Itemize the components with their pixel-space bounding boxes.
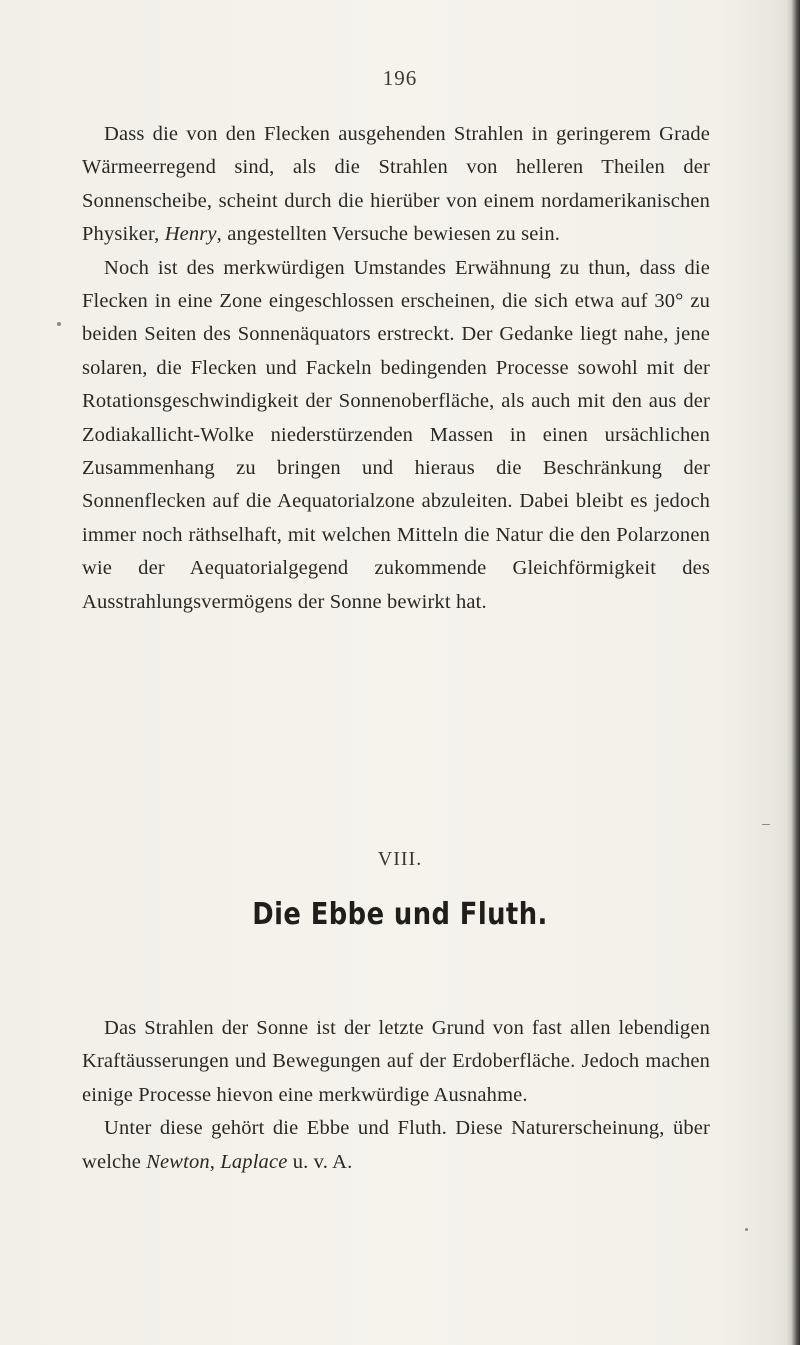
book-binding-edge: [786, 0, 800, 1345]
paragraph-ebbe-fluth: Unter diese gehört die Ebbe und Fluth. Diese Naturerscheinung, über welche Newton, Laplace u. v. A.: [82, 1117, 710, 1173]
section-title: Die Ebbe und Fluth.: [252, 897, 548, 932]
name-henry: Henry: [164, 223, 217, 246]
paragraph-flecken-strahlen: Dass die von den Flecken ausgehenden Strahlen in geringerem Grade Wärmeerregend sind, als die Strahlen von helleren Theilen der Sonnenscheibe, scheint durch die hierüber von einem nordamerikanischen Physiker, Henry, angestellten Versuche bewiesen zu sein.: [82, 123, 710, 246]
name-newton: Newton: [146, 1150, 210, 1173]
paper-speck: [57, 322, 61, 326]
paper-speck: [762, 824, 770, 825]
body-text-top: [82, 118, 710, 619]
paragraph-strahlen-sonne: Das Strahlen der Sonne ist der letzte Grund von fast allen lebendigen Kraftäusserungen und Bewegungen auf der Erdoberfläche. Jedoch machen einige Processe hievon eine merkwürdige Ausnahme.: [82, 1017, 710, 1106]
paragraph-flecken-zone: Noch ist des merkwürdigen Umstandes Erwähnung zu thun, dass die Flecken in eine Zone eingeschlossen erscheinen, die sich etwa auf 30° zu beiden Seiten des Sonnenäquators erstreckt. Der Gedanke liegt nahe, jene solaren, die Flecken und Fackeln bedingenden Processe sowohl mit der Rotationsgeschwindigkeit der Sonnenoberfläche, als auch mit den aus der Zodiakallicht-Wolke niederstürzenden Massen in einen ursächlichen Zusammenhang zu bringen und hieraus die Beschränkung der Sonnenflecken auf die Aequatorialzone abzuleiten. Dabei bleibt es jedoch immer noch räthselhaft, mit welchen Mitteln die Natur die den Polarzonen wie der Aequatorialgegend zukommende Gleichförmigkeit des Ausstrahlungsvermögens der Sonne bewirkt hat.: [82, 256, 710, 613]
body-text-bottom: [82, 1012, 710, 1179]
section-number: VIII.: [377, 848, 423, 870]
name-laplace: Laplace: [220, 1150, 288, 1173]
page-number: 196: [382, 66, 418, 90]
paper-speck: [745, 1228, 748, 1231]
